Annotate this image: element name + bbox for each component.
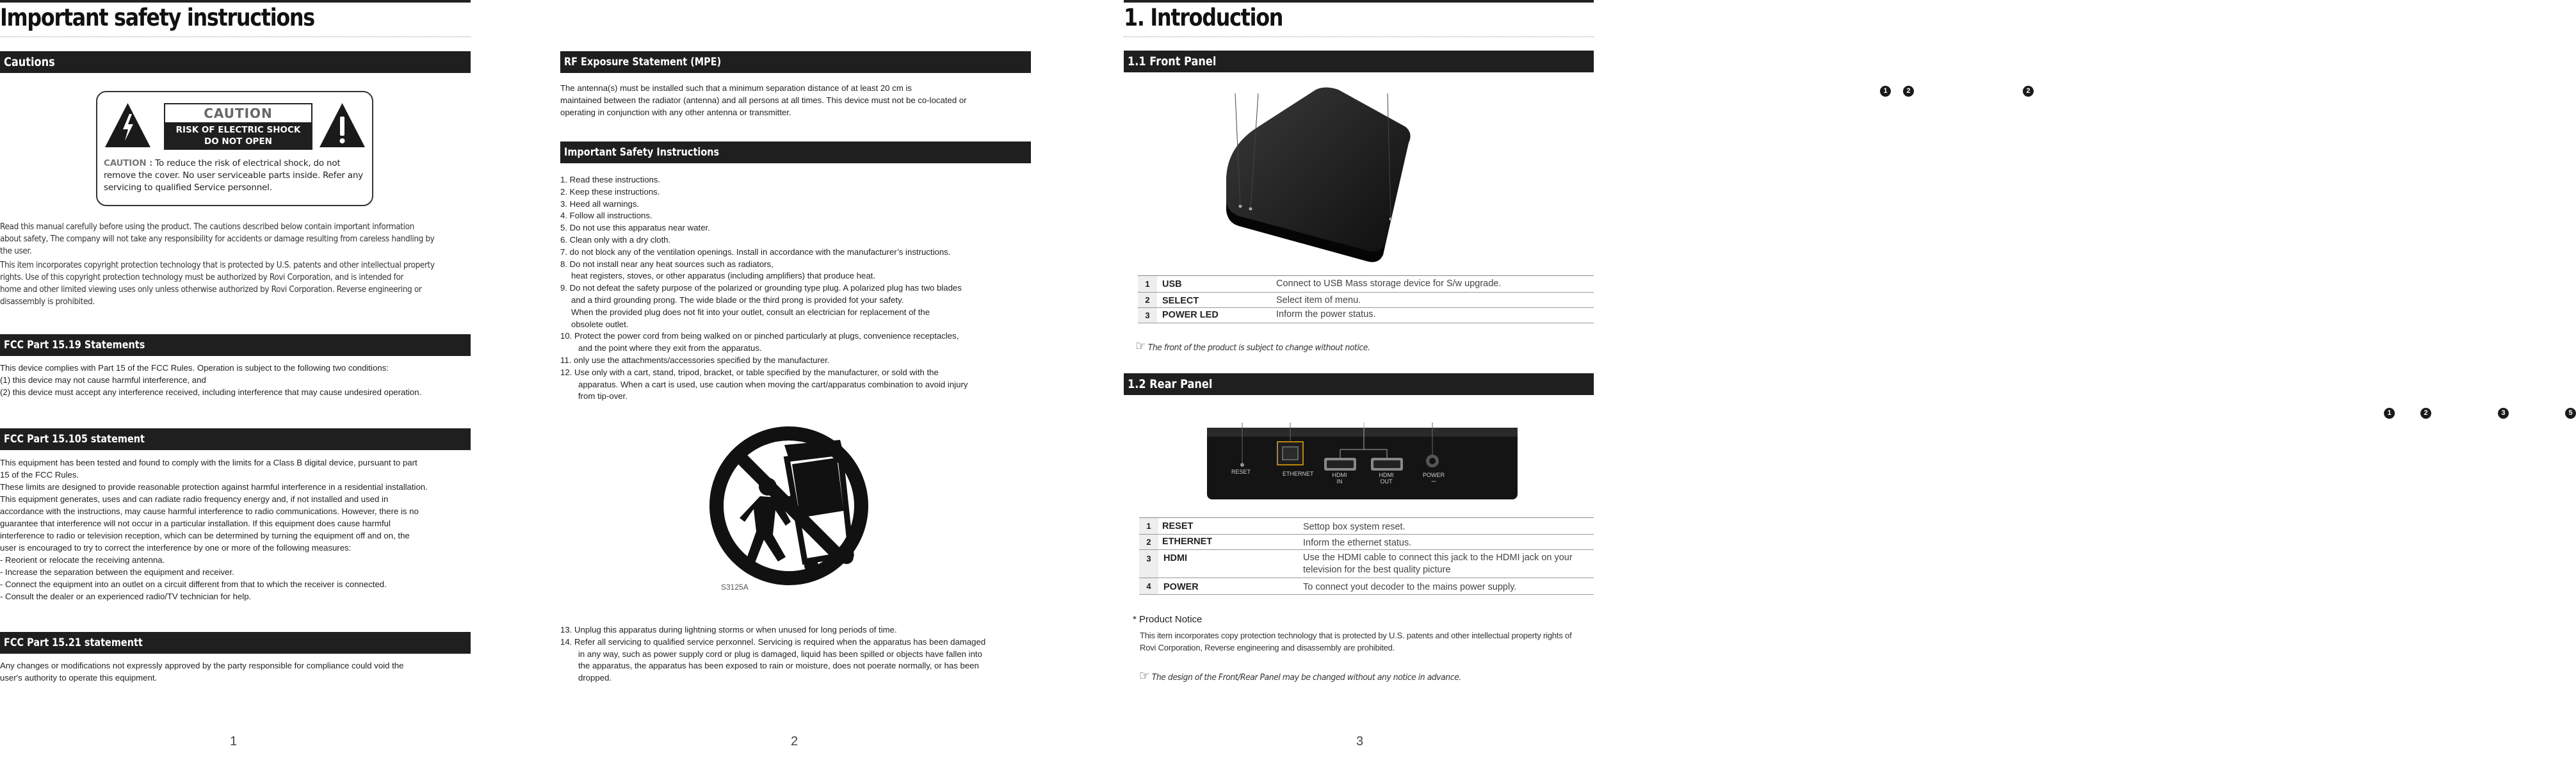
hdmi-out-line: HDMI [1379, 472, 1394, 478]
list-item-continuation: When the provided plug does not fit into your outlet, consult an electrician for replacement of the [571, 307, 930, 317]
text-line: accordance with the instructions, may cause harmful interference to radio communications. However, there is no [0, 506, 419, 516]
caution-label [164, 103, 312, 150]
text-line: This device complies with Part 15 of the FCC Rules. Operation is subject to the following two conditions: [0, 363, 389, 373]
caution-box [96, 91, 373, 206]
text-line: - Consult the dealer or an experienced radio/TV technician for help. [0, 592, 252, 601]
text-line: Read this manual carefully before using the product. The cautions described below contain important information [0, 222, 414, 232]
rf-exposure-paragraph [560, 82, 1031, 118]
fcc-1521-paragraph [0, 659, 471, 684]
rear-label-ethernet: ETHERNET [1283, 471, 1314, 477]
page-3 [1124, 0, 2573, 760]
page-title: 1. Introduction [1124, 4, 1283, 31]
front-note [1135, 338, 1370, 353]
product-notice-title: * Product Notice [1133, 614, 1203, 625]
front-note-text: The front of the product is subject to change without notice. [1147, 343, 1370, 353]
table-row [1139, 578, 1594, 595]
fcc-15105-paragraph [0, 457, 471, 602]
front-panel-table [1138, 275, 1594, 323]
list-item-continuation: from tip-over. [578, 391, 628, 401]
callout-1: 1 [2384, 408, 2395, 419]
list-item: 12. Use only with a cart, stand, tripod, bracket, or table specified by the manufacturer, or sold with the [560, 367, 939, 377]
rear-label-power [1422, 472, 1445, 485]
rear-label-hdmi-out [1377, 472, 1396, 485]
caution-text-line: servicing to qualified Service personnel. [104, 182, 272, 193]
text-line: Rovi Corporation, Reverse engineering and disassembly are prohibited. [1140, 643, 1395, 652]
dotted-divider [1124, 36, 1594, 37]
text-line: (2) this device must accept any interference received, including interference that may cause undesired operation. [0, 387, 422, 397]
caution-text-line: remove the cover. No user serviceable parts inside. Refer any [104, 170, 363, 181]
table-row [1138, 276, 1594, 293]
row-number: 2 [1139, 535, 1158, 549]
row-number: 3 [1138, 308, 1157, 323]
rear-panel-heading: 1.2 Rear Panel [1124, 373, 1594, 395]
text-line: - Reorient or relocate the receiving antenna. [0, 555, 165, 565]
table-row [1139, 518, 1594, 535]
text-line: 15 of the FCC Rules. [0, 470, 79, 480]
text-line: home and other limited viewing uses only unless otherwise authorized by Rovi Corporation. Reverse engineering or [0, 285, 422, 295]
callout-2: 2 [2420, 408, 2431, 419]
row-number: 1 [1139, 518, 1158, 534]
dc-power-icon: ⎓ [1431, 478, 1436, 485]
row-description: Inform the power status. [1276, 309, 1376, 319]
top-rule [1124, 0, 1594, 3]
page-number: 2 [791, 734, 798, 748]
page-title: Important safety instructions [0, 4, 314, 31]
callout-3: 3 [2498, 408, 2509, 419]
list-item: 4. Follow all instructions. [560, 211, 652, 221]
cautions-heading: Cautions [0, 51, 471, 73]
pointing-hand-icon: ☞ [1135, 338, 1146, 353]
caution-sub-line1: RISK OF ELECTRIC SHOCK [175, 125, 301, 135]
text-line: This equipment generates, uses and can radiate radio frequency energy and, if not installed and used in [0, 494, 389, 504]
product-notice-text [1140, 629, 1572, 654]
row-description-line: Use the HDMI cable to connect this jack to the HDMI jack on your [1303, 553, 1573, 563]
caution-text [104, 158, 366, 194]
text-line: user's authority to operate this equipment. [0, 673, 158, 683]
fcc-1519-paragraph [0, 362, 471, 398]
front-panel-heading: 1.1 Front Panel [1124, 51, 1594, 72]
table-row [1138, 293, 1594, 308]
safety-instructions-list [560, 174, 1031, 403]
list-item-continuation: and the point where they exit from the apparatus. [578, 343, 762, 353]
list-item: 7. do not block any of the ventilation openings. Install in accordance with the manufacturer’s instructions. [560, 247, 951, 257]
row-name: SELECT [1162, 296, 1199, 306]
caution-text-line: To reduce the risk of electrical shock, do not [152, 158, 341, 168]
list-item: 11. only use the attachments/accessories specified by the manufacturer. [560, 355, 830, 365]
image-code: S3125A [721, 583, 749, 592]
dotted-divider [0, 36, 471, 37]
page-number: 3 [1356, 734, 1364, 748]
text-line: Any changes or modifications not expressly approved by the party responsible for compliance could void the [0, 661, 404, 670]
front-panel-image [1213, 82, 1412, 268]
text-line: about safety, The company will not take any responsibility for accidents or damage resulting from careless handling by [0, 234, 435, 244]
caution-word: CAUTION [204, 106, 273, 121]
text-line: interference to radio or television reception, which can be determined by turning the equipment off and on, the [0, 531, 410, 540]
text-line: disassembly is prohibited. [0, 297, 95, 307]
text-line: These limits are designed to provide reasonable protection against harmful interference in a residential installation. [0, 482, 428, 492]
list-item: 1. Read these instructions. [560, 175, 661, 184]
caution-text-label: CAUTION : [104, 158, 153, 168]
list-item-continuation: and a third grounding prong. The wide blade or the third prong is provided fot your safety. [571, 295, 904, 305]
caution-sub-line2: DO NOT OPEN [204, 136, 272, 147]
row-number: 2 [1138, 293, 1157, 307]
electric-shock-warning-icon [104, 101, 152, 149]
fcc-15105-heading: FCC Part 15.105 statement [0, 428, 471, 450]
text-line: The antenna(s) must be installed such that a minimum separation distance of at least 20 cm is [560, 83, 912, 93]
list-item-continuation: obsolete outlet. [571, 319, 629, 329]
text-line: This equipment has been tested and found to comply with the limits for a Class B digital device, pursuant to part [0, 458, 417, 467]
list-item: 13. Unplug this apparatus during lightning storms or when unused for long periods of time. [560, 625, 897, 635]
row-description-line: television for the best quality picture [1303, 565, 1451, 575]
row-description: Settop box system reset. [1303, 522, 1405, 532]
rear-note [1139, 668, 1461, 683]
text-line: maintained between the radiator (antenna) and all persons at all times. This device must not be co-located or [560, 95, 967, 105]
exclamation-warning-icon [318, 101, 366, 149]
list-item-continuation: apparatus. When a cart is used, use caution when moving the cart/apparatus combination to avoid injury [578, 379, 968, 389]
list-item: 5. Do not use this apparatus near water. [560, 223, 710, 233]
fcc-1519-heading: FCC Part 15.19 Statements [0, 334, 471, 356]
list-item: 9. Do not defeat the safety purpose of the polarized or grounding type plug. A polarized plug has two blades [560, 283, 962, 293]
rear-label-reset: RESET [1231, 469, 1251, 475]
callout-2: 2 [1903, 86, 1914, 97]
row-number: 1 [1138, 276, 1157, 292]
text-line: - Connect the equipment into an outlet on a circuit different from that to which the receiver is connected. [0, 579, 387, 589]
rear-label-hdmi-in [1330, 472, 1349, 485]
table-row [1139, 550, 1594, 578]
top-rule [0, 0, 471, 3]
table-row [1138, 308, 1594, 323]
hdmi-in-line: IN [1336, 478, 1343, 485]
row-name: USB [1162, 279, 1182, 289]
text-line: (1) this device may not cause harmful interference, and [0, 375, 206, 385]
list-item: 2. Keep these instructions. [560, 186, 660, 197]
row-number: 3 [1139, 550, 1158, 578]
text-line: rights. Use of this copyright protection technology must be authorized by Rovi Corporation, and is intended for [0, 273, 404, 282]
text-line: the user. [0, 247, 32, 256]
list-item: 3. Heed all warnings. [560, 198, 640, 209]
text-line: This item incorporates copy protection technology that is protected by U.S. patents and other intellectual property rights of [1140, 631, 1572, 640]
safety-instructions-heading: Important Safety Instructions [560, 141, 1031, 163]
rear-panel-table [1139, 517, 1594, 595]
rovi-paragraph [0, 259, 471, 308]
rear-panel-image [1207, 423, 1518, 503]
rf-exposure-heading: RF Exposure Statement (MPE) [560, 51, 1031, 73]
list-item: 8. Do not install near any heat sources such as radiators, [560, 259, 774, 269]
page-1 [0, 0, 471, 760]
row-name: HDMI [1163, 553, 1188, 563]
caution-subtitle [165, 122, 311, 149]
row-description [1303, 552, 1573, 576]
row-name: RESET [1162, 521, 1194, 531]
list-item: 6. Clean only with a dry cloth. [560, 234, 671, 245]
intro-paragraph [0, 221, 471, 257]
safety-instructions-list-continued [560, 624, 1031, 684]
list-item-continuation: heat registers, stoves, or other apparatus (including amplifiers) that produce heat. [571, 271, 876, 281]
row-name: POWER [1163, 582, 1199, 592]
callout-2: 2 [2023, 86, 2034, 97]
callout-5: 5 [2565, 408, 2576, 419]
text-line: guarantee that interference will not occur in a particular installation. If this equipment does cause harmful [0, 519, 391, 528]
cart-tip-over-warning-icon [709, 426, 869, 592]
row-description: Select item of menu. [1276, 295, 1361, 305]
row-description: Inform the ethernet status. [1303, 538, 1412, 548]
power-label-text: POWER [1422, 472, 1445, 478]
text-line: user is encouraged to try to correct the interference by one or more of the following measures: [0, 543, 352, 553]
fcc-1521-heading: FCC Part 15.21 statementt [0, 632, 471, 654]
hdmi-in-line: HDMI [1332, 472, 1347, 478]
page-number: 1 [230, 734, 238, 748]
list-item-continuation: in any way, such as power supply cord or plug is damaged, liquid has been spilled or objects have fallen into [578, 649, 982, 659]
row-description: Connect to USB Mass storage device for S/w upgrade. [1276, 279, 1502, 289]
pointing-hand-icon: ☞ [1139, 668, 1150, 683]
row-name: ETHERNET [1162, 537, 1213, 547]
list-item: 14. Refer all servicing to qualified service perxonnel. Servicing is required when the apparatus has been damaged [560, 636, 986, 647]
text-line: - Increase the separation between the equipment and receiver. [0, 567, 234, 577]
row-name: POWER LED [1162, 310, 1219, 320]
hdmi-out-line: OUT [1380, 478, 1393, 485]
table-row [1139, 535, 1594, 550]
list-item: 10. Protect the power cord from being walked on or pinched particularly at plugs, convenience receptacles, [560, 331, 959, 341]
page-2 [560, 0, 1031, 760]
callout-1: 1 [1880, 86, 1891, 97]
rear-note-text: The design of the Front/Rear Panel may be changed without any notice in advance. [1151, 672, 1461, 683]
row-number: 4 [1139, 578, 1158, 594]
text-line: operating in conjunction with any other antenna or transmitter. [560, 108, 791, 117]
text-line: This item incorporates copyright protection technology that is protected by U.S. patents and other intellectual property [0, 261, 435, 270]
list-item-continuation: dropped. [578, 673, 612, 683]
row-description: To connect yout decoder to the mains power supply. [1303, 582, 1517, 592]
list-item-continuation: the apparatus, the apparatus has been exposed to rain or moisture, does not poerate normally, or has been [578, 661, 979, 671]
